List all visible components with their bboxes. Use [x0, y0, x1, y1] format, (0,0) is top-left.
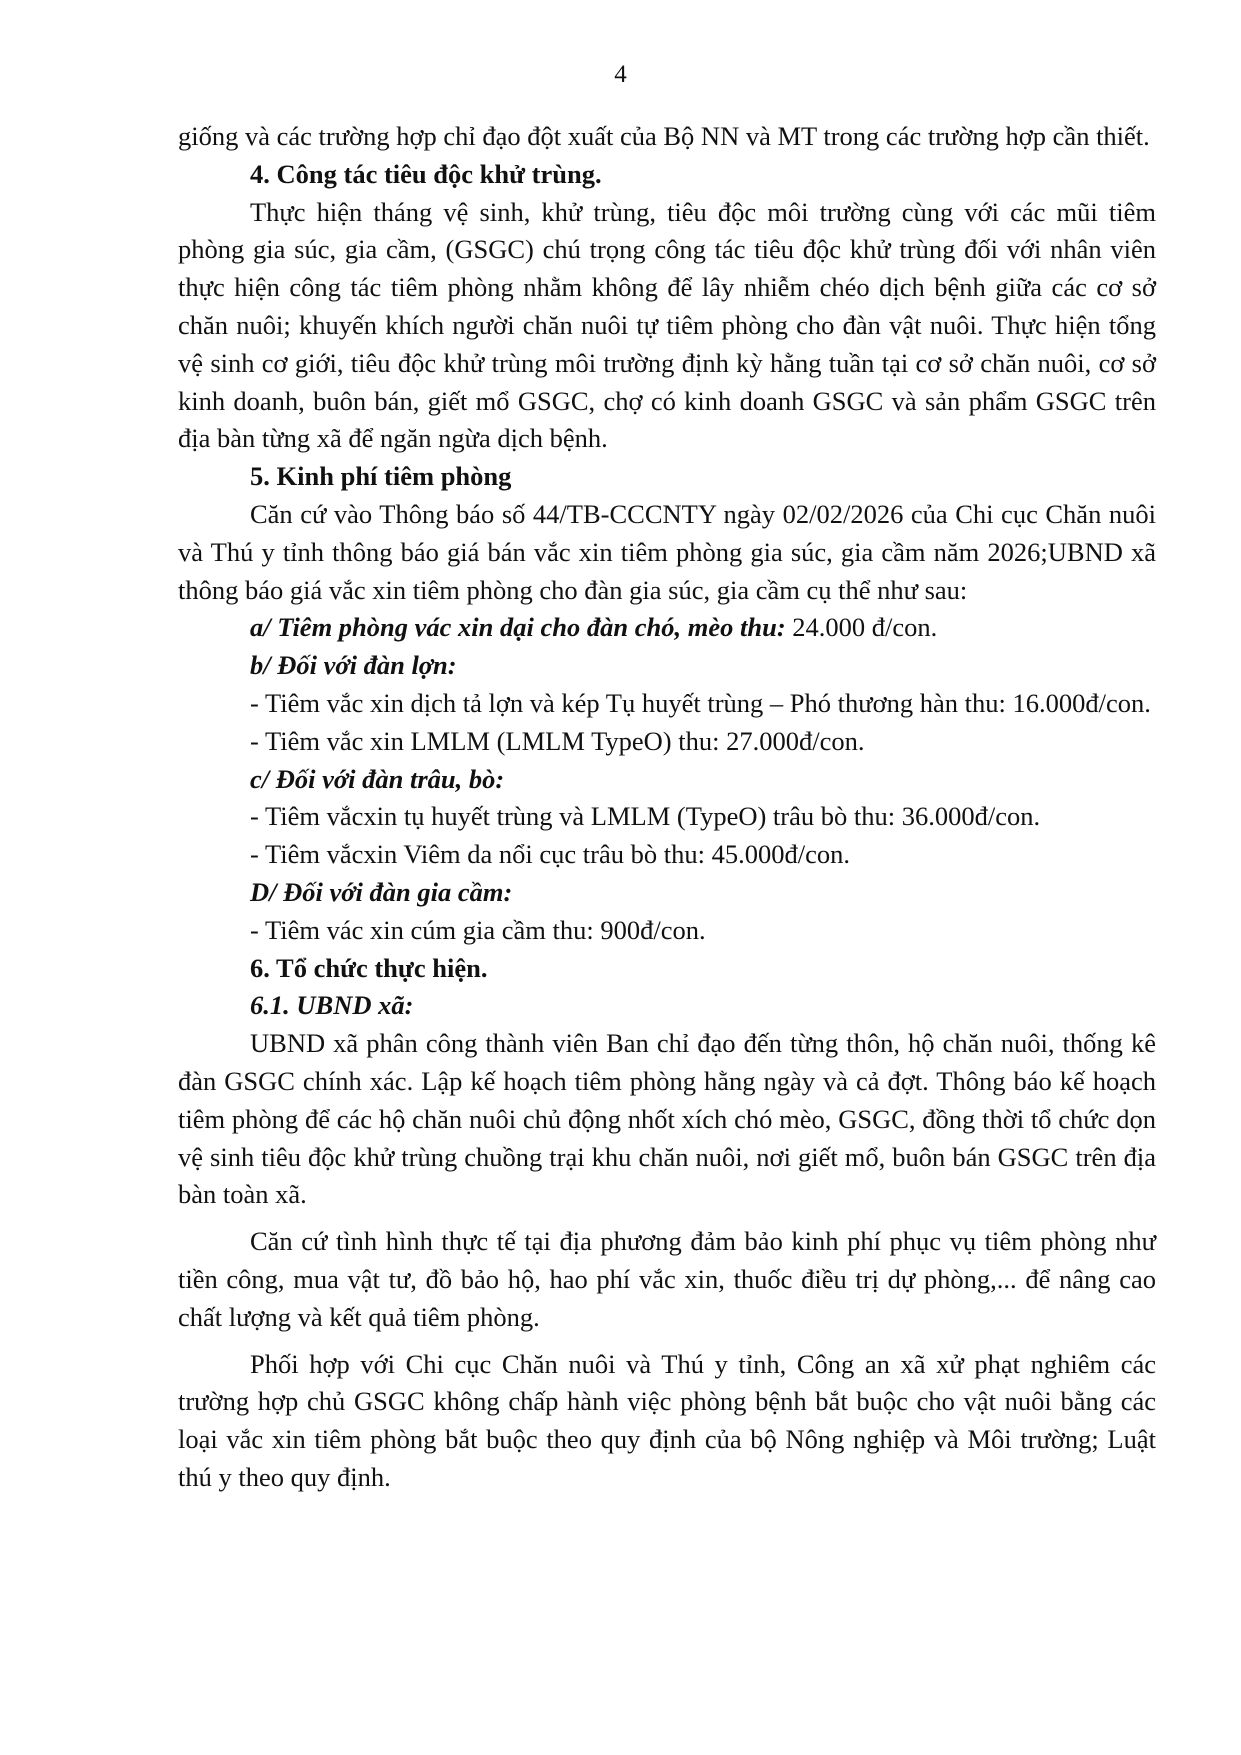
section-6-1-paragraph-3: Phối hợp với Chi cục Chăn nuôi và Thú y tỉnh, Công an xã xử phạt nghiêm các trường hợp chủ GSGC không chấp hành việc phòng bệnh bắt buộc cho vật nuôi bằng các loại vắc xin tiêm phòng bắt buộc theo quy định của bộ Nông nghiệp và Môi trường; Luật thú y theo quy định. [178, 1348, 1156, 1492]
item-c-heading: c/ Đối với đàn trâu, bò: [250, 763, 505, 794]
item-c-line-1: - Tiêm vắcxin tụ huyết trùng và LMLM (TypeO) trâu bò thu: 36.000đ/con. [250, 801, 1041, 832]
item-b-line-1: - Tiêm vắc xin dịch tả lợn và kép Tụ huyết trùng – Phó thương hàn thu: 16.000đ/con. [250, 687, 1151, 718]
page-number: 4 [614, 61, 627, 88]
item-b-line-2: - Tiêm vắc xin LMLM (LMLM TypeO) thu: 27.000đ/con. [250, 725, 865, 756]
item-d-line-1: - Tiêm vác xin cúm gia cầm thu: 900đ/con. [250, 914, 706, 945]
paragraph-continued: giống và các trường hợp chỉ đạo đột xuất của Bộ NN và MT trong các trường hợp cần thiết. [178, 121, 1150, 151]
section-4-paragraph: Thực hiện tháng vệ sinh, khử trùng, tiêu độc môi trường cùng với các mũi tiêm phòng gia súc, gia cầm, (GSGC) chú trọng công tác tiêu độc khử trùng đối với nhân viên thực hiện công tác tiêm phòng nhằm không để lây nhiễm chéo dịch bệnh giữa các cơ sở chăn nuôi; khuyến khích người chăn nuôi tự tiêm phòng cho đàn vật nuôi. Thực hiện tổng vệ sinh cơ giới, tiêu độc khử trùng môi trường định kỳ hằng tuần tại cơ sở chăn nuôi, cơ sở kinh doanh, buôn bán, giết mổ GSGC, chợ có kinh doanh GSGC và sản phẩm GSGC trên địa bàn từng xã để ngăn ngừa dịch bệnh. [178, 196, 1156, 454]
item-a-price: 24.000 đ/con. [785, 612, 938, 643]
section-6-1-heading: 6.1. UBND xã: [250, 990, 414, 1021]
section-5-paragraph: Căn cứ vào Thông báo số 44/TB-CCCNTY ngày 02/02/2026 của Chi cục Chăn nuôi và Thú y tỉnh thông báo giá bán vắc xin tiêm phòng gia súc, gia cầm năm 2026;UBND xã thông báo giá vắc xin tiêm phòng cho đàn gia súc, gia cầm cụ thể như sau: [178, 498, 1156, 605]
section-6-1-paragraph-2: Căn cứ tình hình thực tế tại địa phương đảm bảo kinh phí phục vụ tiêm phòng như tiền công, mua vật tư, đồ bảo hộ, hao phí vắc xin, thuốc điều trị dự phòng,... để nâng cao chất lượng và kết quả tiêm phòng. [178, 1226, 1156, 1332]
section-4-heading: 4. Công tác tiêu độc khử trùng. [250, 158, 602, 189]
section-6-1-paragraph-1: UBND xã phân công thành viên Ban chỉ đạo đến từng thôn, hộ chăn nuôi, thống kê đàn GSGC chính xác. Lập kế hoạch tiêm phòng hằng ngày và cả đợt. Thông báo kế hoạch tiêm phòng để các hộ chăn nuôi chủ động nhốt xích chó mèo, GSGC, đồng thời tổ chức dọn vệ sinh tiêu độc khử trùng chuồng trại khu chăn nuôi, nơi giết mổ, buôn bán GSGC trên địa bàn toàn xã. [178, 1028, 1156, 1210]
item-a-label: a/ Tiêm phòng vác xin dại cho đàn chó, mèo thu: [250, 612, 786, 643]
item-c-line-2: - Tiêm vắcxin Viêm da nổi cục trâu bò thu: 45.000đ/con. [250, 839, 850, 870]
section-5-heading: 5. Kinh phí tiêm phòng [250, 461, 512, 492]
item-a [178, 609, 1156, 647]
document-body [178, 118, 1156, 1497]
item-b-heading: b/ Đối với đàn lợn: [250, 650, 457, 681]
section-6-heading: 6. Tổ chức thực hiện. [250, 952, 488, 983]
item-d-heading: D/ Đối với đàn gia cầm: [250, 876, 513, 907]
